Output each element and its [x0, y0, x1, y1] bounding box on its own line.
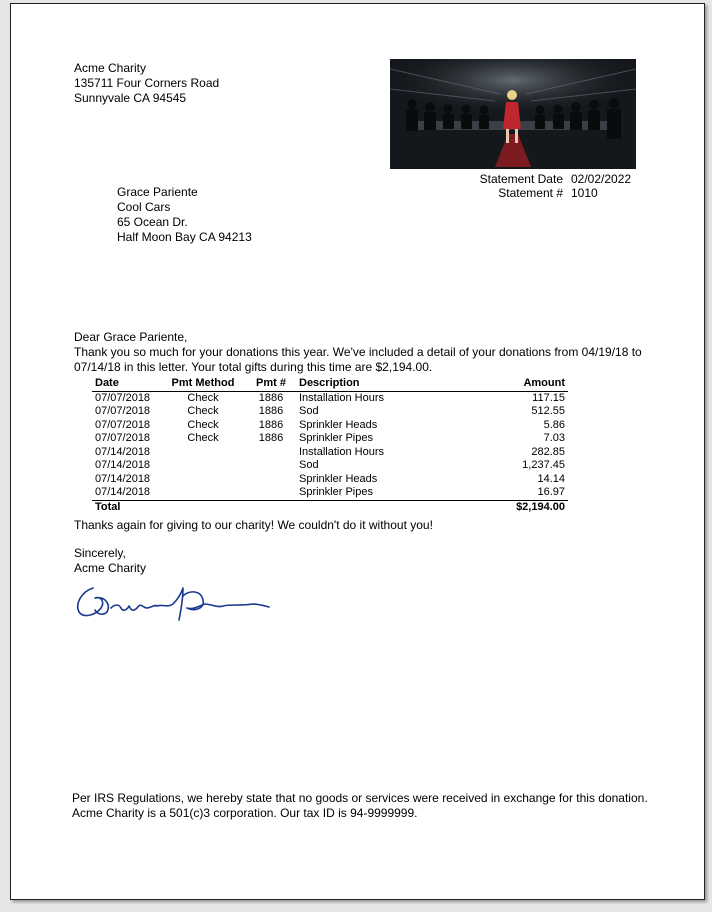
irs-footer [72, 791, 682, 821]
header-photo [390, 59, 636, 169]
statement-info [451, 172, 631, 200]
col-pmt: Pmt # [246, 377, 296, 391]
total-row [92, 500, 568, 514]
row-method [160, 486, 246, 500]
col-description: Description [296, 377, 452, 391]
row-description: Installation Hours [299, 391, 384, 404]
row-date: 07/07/2018 [95, 418, 151, 431]
row-date: 07/14/2018 [95, 459, 151, 471]
row-amount: 117.15 [532, 391, 565, 404]
row-description: Sprinkler Heads [299, 418, 378, 431]
row-description: Sprinkler Pipes [299, 486, 373, 498]
greeting: Dear Grace Pariente, [74, 330, 188, 344]
row-amount: 512.55 [531, 405, 565, 417]
closing-name: Acme Charity [74, 561, 147, 575]
irs-statement: Per IRS Regulations, we hereby state that no goods or services were received in exchange for this donation. [72, 791, 648, 805]
col-date: Date [92, 377, 160, 391]
row-pmt [246, 459, 296, 473]
row-amount: 5.86 [543, 418, 565, 431]
closing [74, 546, 146, 576]
table-row [92, 419, 568, 433]
total-value: $2,194.00 [452, 500, 568, 514]
recipient-street: 65 Ocean Dr. [117, 215, 188, 229]
table-row [92, 473, 568, 487]
row-description: Sprinkler Heads [299, 472, 378, 485]
row-method: Check [187, 391, 219, 404]
row-description: Installation Hours [299, 445, 384, 458]
row-method: Check [187, 418, 219, 431]
tax-id-statement: Acme Charity is a 501(c)3 corporation. Our tax ID is 94-9999999. [72, 806, 418, 820]
total-label: Total [92, 500, 160, 514]
sender-city: Sunnyvale CA 94545 [74, 91, 187, 105]
row-amount: 282.85 [531, 445, 565, 458]
table-row [92, 391, 568, 405]
row-method [160, 459, 246, 473]
sender-name: Acme Charity [74, 61, 147, 75]
row-method [160, 473, 246, 487]
table-row [92, 432, 568, 446]
recipient-company: Cool Cars [117, 200, 171, 214]
row-amount: 1,237.45 [522, 459, 565, 471]
closing-word: Sincerely, [74, 546, 126, 560]
header-photo-image [390, 59, 636, 169]
row-pmt [246, 446, 296, 460]
row-method: Check [187, 405, 219, 417]
row-pmt: 1886 [258, 391, 284, 404]
row-pmt [246, 486, 296, 500]
row-date: 07/14/2018 [95, 472, 151, 485]
row-pmt: 1886 [258, 418, 284, 431]
row-description: Sod [299, 459, 319, 471]
table-row [92, 405, 568, 419]
recipient-address [117, 185, 252, 245]
row-amount: 16.97 [537, 486, 565, 498]
row-amount: 7.03 [543, 432, 565, 444]
statement-date-value: 02/02/2022 [571, 172, 632, 186]
row-date: 07/07/2018 [95, 432, 151, 444]
row-method [160, 446, 246, 460]
table-row [92, 486, 568, 500]
row-pmt [246, 473, 296, 487]
row-description: Sprinkler Pipes [299, 432, 373, 444]
statement-page [10, 3, 705, 900]
table-row [92, 459, 568, 473]
statement-number-label: Statement # [498, 186, 563, 200]
row-amount: 14.14 [537, 472, 565, 485]
table-row [92, 446, 568, 460]
signature-image [71, 574, 271, 629]
row-pmt: 1886 [258, 432, 284, 444]
donation-table [92, 377, 568, 514]
sender-street: 135711 Four Corners Road [74, 76, 220, 90]
row-method: Check [187, 432, 219, 444]
row-date: 07/07/2018 [95, 405, 151, 417]
col-method: Pmt Method [160, 377, 246, 391]
sender-address [74, 61, 219, 106]
row-pmt: 1886 [258, 405, 284, 417]
letter-intro [74, 330, 644, 375]
row-date: 07/07/2018 [95, 391, 151, 404]
statement-date-label: Statement Date [479, 172, 563, 186]
row-date: 07/14/2018 [95, 486, 151, 498]
statement-number-value: 1010 [571, 186, 598, 200]
recipient-name: Grace Pariente [117, 185, 198, 199]
row-description: Sod [299, 405, 319, 417]
letter-body: Thank you so much for your donations this year. We've included a detail of your donations from 04/19/18 to 07/14/18 in this letter. Your total gifts during this time are $2,194.00. [74, 345, 642, 374]
thanks-text: Thanks again for giving to our charity! We couldn't do it without you! [74, 518, 433, 532]
table-header-row [92, 377, 568, 391]
recipient-city: Half Moon Bay CA 94213 [117, 230, 252, 244]
col-amount: Amount [452, 377, 568, 391]
row-date: 07/14/2018 [95, 445, 151, 458]
